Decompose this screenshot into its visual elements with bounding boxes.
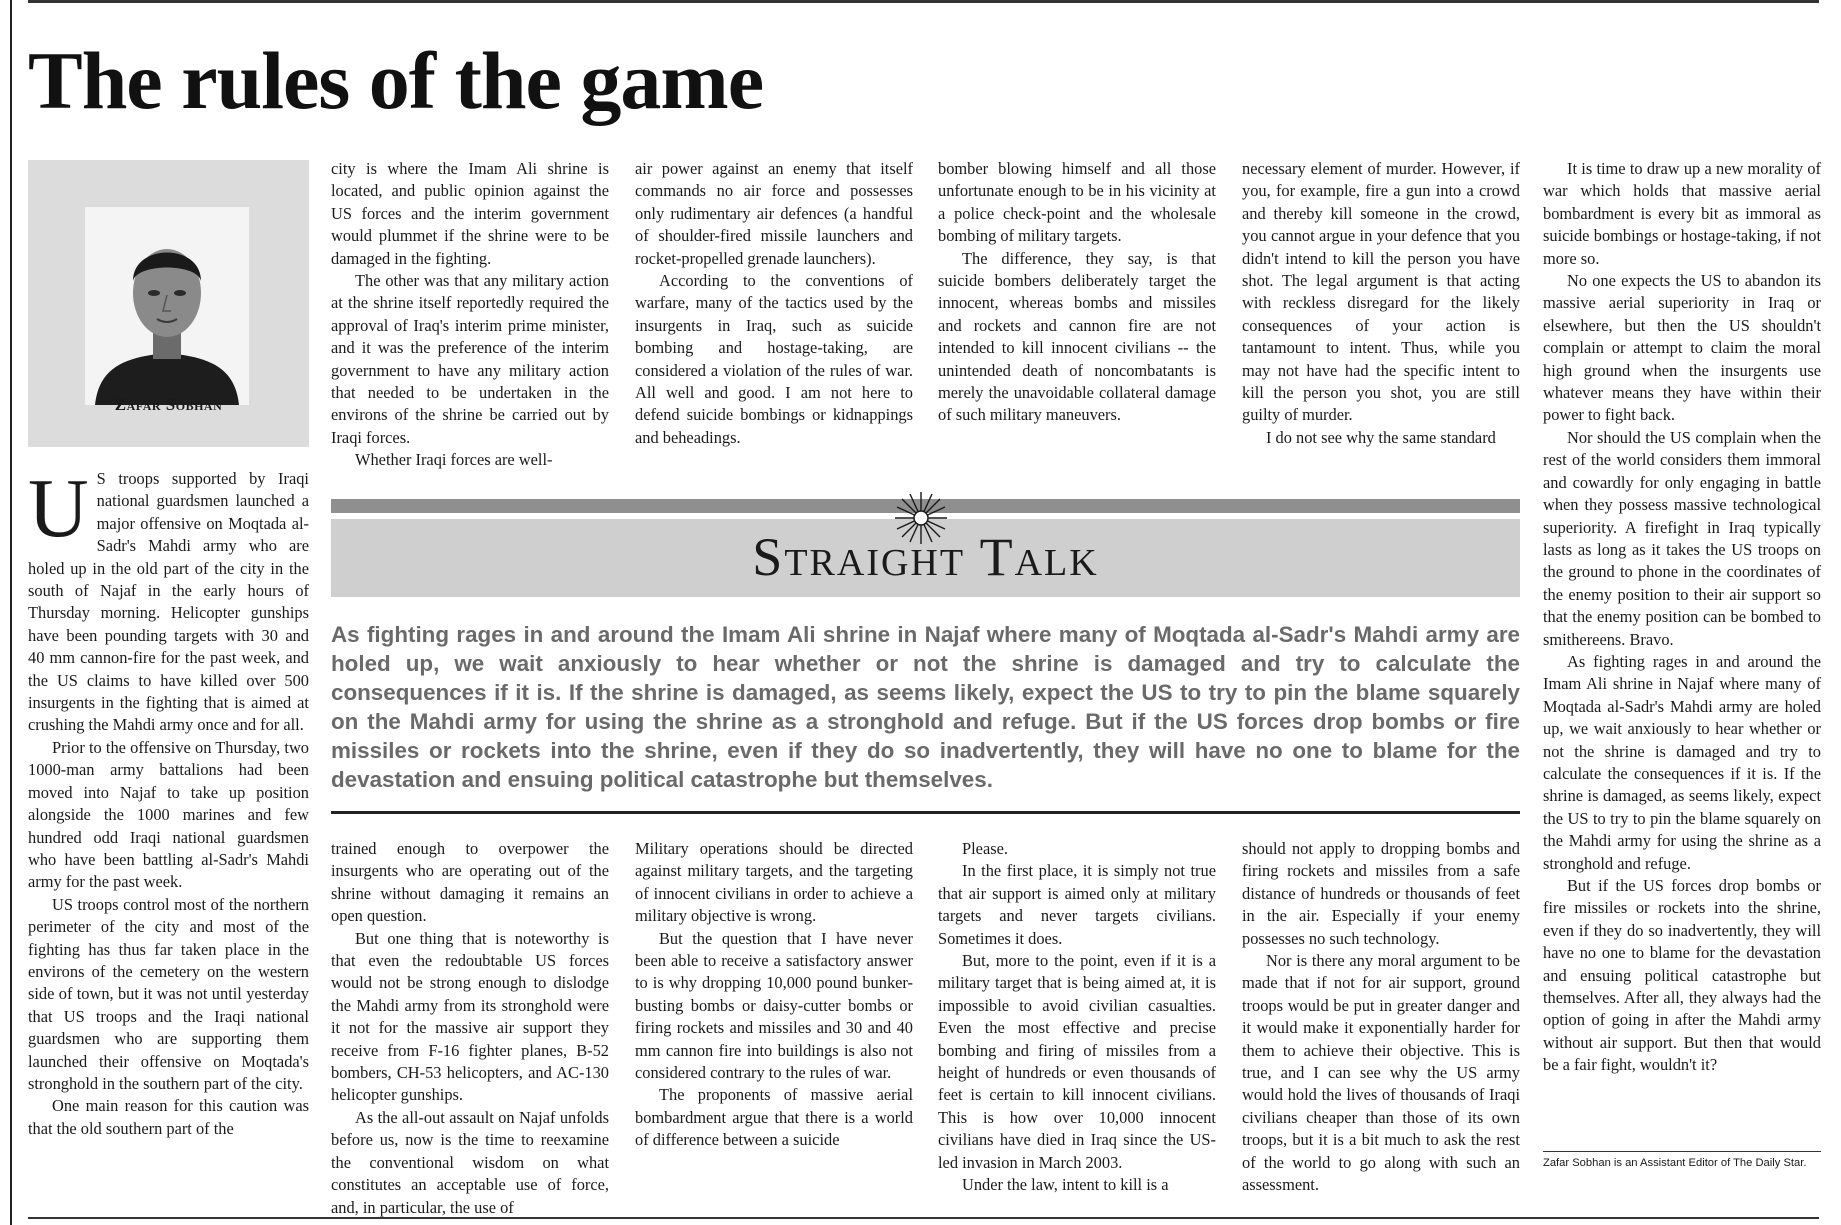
column-4-bottom <box>938 838 1216 1197</box>
deck-rule <box>331 811 1520 814</box>
bottom-rule <box>28 1217 1819 1219</box>
top-rule <box>28 0 1819 3</box>
col1-paragraph-2: Prior to the offensive on Thursday, two 1000-man army battalions had been moved into Najaf to take up position alongside the 1000 marines and few hundred odd Iraqi national guardsmen who have been battling al-Sadr's Mahdi army for the past week. <box>28 737 309 892</box>
col6-paragraph-3: Nor should the US complain when the rest of the world considers them immoral and cowardly for only engaging in battle when they possess massive technological superiority. A firefight in Iraq typically lasts as long as it takes the US troops on the ground to phone in the coordinates of the enemy position to their air support so that the enemy position can be bombed to smithereens. Bravo. <box>1543 427 1821 649</box>
author-photo <box>85 207 249 405</box>
col4-bottom-paragraph-1: Please. <box>962 839 1008 858</box>
author-credit: Zafar Sobhan is an Assistant Editor of The Daily Star. <box>1543 1157 1807 1169</box>
left-rule <box>10 0 12 1225</box>
col5-bottom-paragraph-1: should not apply to dropping bombs and firing rockets and missiles from a safe distance of hundreds or thousands of feet in the air. Especially if your enemy possesses no such technology. <box>1242 839 1520 948</box>
col1-paragraph-4: One main reason for this caution was that the old southern part of the <box>28 1096 309 1138</box>
column-5-bottom <box>1242 838 1520 1197</box>
col5-top-paragraph-1: necessary element of murder. However, if you, for example, fire a gun into a crowd and thereby kill someone in the crowd, you cannot argue in your defence that you didn't intend to kill the person you have shot. The legal argument is that acting with reckless disregard for the likely consequences of your action is tantamount to intent. Thus, while you may not have had the specific intent to kill the person you shot, you are still guilty of murder. <box>1242 159 1520 425</box>
col6-paragraph-1: It is time to draw up a new morality of war which holds that massive aerial bombardment is every bit as immoral as suicide bombings or hostage-taking, if not more so. <box>1543 159 1821 268</box>
col4-top-paragraph-1: bomber blowing himself and all those unfortunate enough to be in his vicinity at a police check-point and the wholesale bombing of military targets. <box>938 159 1216 246</box>
col1-paragraph-1-text: S troops supported by Iraqi national guardsmen launched a major offensive on Moqtada al-Sadr's Mahdi army who are holed up in the old part of the city in the south of Najaf in the early hours of Thursday morning. Helicopter gunships have been pounding targets with 30 and 40 mm cannon-fire for the past week, and the US claims to have killed over 500 insurgents in the fighting that is aimed at crushing the Mahdi army once and for all. <box>28 469 309 735</box>
column-6 <box>1543 158 1821 1077</box>
column-2-bottom <box>331 838 609 1219</box>
col4-bottom-paragraph-3: But, more to the point, even if it is a military target that is being aimed at, it is impossible to avoid civilian casualties. Even the most effective and precise bombing and firing of missiles from a height of hundreds or even thousands of feet is certain to kill innocent civilians. This is how over 10,000 innocent civilians have died in Iraq since the US-led invasion in March 2003. <box>938 951 1216 1172</box>
col1-paragraph-3: US troops control most of the northern perimeter of the city and most of the fighting has thus far taken place in the environs of the cemetery on the western side of town, but it was not until yesterday that US troops and the Iraqi national guardsmen who are supporting them launched their offensive on Moqtada's stronghold in the southern part of the city. <box>28 894 309 1093</box>
pull-quote-deck: As fighting rages in and around the Imam Ali shrine in Najaf where many of Moqtada al-Sadr's Mahdi army are holed up, we wait anxiously to hear whether or not the shrine is damaged and try to calculate the consequences if it is. If the shrine is damaged, as seems likely, expect the US to try to pin the blame squarely on the Mahdi army for using the shrine as a stronghold and refuge. But if the US forces drop bombs or fire missiles or rockets into the shrine, even if they do so inadvertently, they will have no one to blame for the devastation and ensuing political catastrophe but themselves. <box>331 622 1520 792</box>
col2-top-paragraph-1: city is where the Imam Ali shrine is located, and public opinion against the US forces and the interim government would plummet if the shrine were to be damaged in the fighting. <box>331 159 609 268</box>
col4-bottom-paragraph-2: In the first place, it is simply not true that air support is aimed only at military targets and never targets civilians. Sometimes it does. <box>938 861 1216 948</box>
col5-top-paragraph-2: I do not see why the same standard <box>1266 427 1496 447</box>
col3-bottom-paragraph-3: The proponents of massive aerial bombardment argue that there is a world of difference between a suicide <box>635 1085 913 1150</box>
author-portrait-icon <box>85 207 249 405</box>
column-1 <box>28 462 309 1140</box>
column-2-top <box>331 158 609 472</box>
column-3-bottom <box>635 838 913 1152</box>
col2-top-paragraph-2: The other was that any military action at the shrine itself reportedly required the approval of Iraq's interim prime minister, and it was the preference of the interim government to have any military action that needed to be undertaken in the environs of the shrine be carried out by Iraqi forces. <box>331 271 609 447</box>
column-4-top <box>938 158 1216 427</box>
col3-bottom-paragraph-1: Military operations should be directed against military targets, and the targeting of innocent civilians in order to achieve a military objective is wrong. <box>635 839 913 926</box>
byline: Zafar Sobhan <box>114 395 223 414</box>
col6-paragraph-5: But if the US forces drop bombs or fire missiles or rockets into the shrine, even if they do so inadvertently, they will have no one to blame for the devastation and ensuing political catastrophe but themselves. After all, they always had the option of going in after the Mahdi army without air support. But then that would be a fair fight, wouldn't it? <box>1543 876 1821 1075</box>
column-5-top <box>1242 158 1520 449</box>
col4-bottom-paragraph-4: Under the law, intent to kill is a <box>962 1175 1169 1195</box>
col3-top-paragraph-2: According to the conventions of warfare, many of the tactics used by the insurgents in Iraq, such as suicide bombing and hostage-taking, are considered a violation of the rules of war. All well and good. I am not here to defend suicide bombings or kidnappings and beheadings. <box>635 271 913 447</box>
headline: The rules of the game <box>28 35 764 126</box>
col2-top-paragraph-3: Whether Iraqi forces are well- <box>355 450 553 470</box>
column-3-top <box>635 158 913 449</box>
col2-bottom-paragraph-1: trained enough to overpower the insurgents who are operating out of the shrine without damaging it remains an open question. <box>331 839 609 926</box>
col2-bottom-paragraph-3: As the all-out assault on Najaf unfolds before us, now is the time to reexamine the conventional wisdom on what constitutes an acceptable use of force, and, in particular, the use of <box>331 1107 609 1217</box>
drop-cap: U <box>28 462 89 555</box>
col3-bottom-paragraph-2: But the question that I have never been able to receive a satisfactory answer to is why dropping 10,000 pound bunker-busting bombs or daisy-cutter bombs or firing rockets and missiles and 30 and 40 mm cannon fire into buildings is also not considered contrary to the rules of war. <box>635 928 913 1083</box>
col6-paragraph-2: No one expects the US to abandon its massive aerial superiority in Iraq or elsewhere, but then the US shouldn't complain or attempt to claim the moral high ground when the insurgents use whatever means they have within their power to fight back. <box>1543 271 1821 425</box>
section-title: Straight Talk <box>752 527 1099 587</box>
col4-top-paragraph-2: The difference, they say, is that suicide bombers deliberately target the innocent, whereas bombs and missiles and rockets and cannon fire are not intended to kill innocent civilians -- the unintended death of noncombatants is merely the unavoidable collateral damage of such military maneuvers. <box>938 248 1216 425</box>
col2-bottom-paragraph-2: But one thing that is noteworthy is that even the redoubtable US forces would not be strong enough to dislodge the Mahdi army from its stronghold were it not for the massive air support they receive from F-16 fighter planes, B-52 bombers, CH-53 helicopters, and AC-130 helicopter gunships. <box>331 928 609 1105</box>
col1-paragraph-1 <box>28 462 309 737</box>
col6-paragraph-4: As fighting rages in and around the Imam Ali shrine in Najaf where many of Moqtada al-Sadr's Mahdi army are holed up, we wait anxiously to hear whether or not the shrine is damaged and try to calculate the consequences if it is. If the shrine is damaged, as seems likely, expect the US to try to pin the blame squarely on the Mahdi army for using the shrine as a stronghold and refuge. <box>1543 651 1821 873</box>
credit-rule <box>1543 1151 1821 1152</box>
author-box <box>28 160 309 447</box>
col3-top-paragraph-1: air power against an enemy that itself commands no air force and possesses only rudimentary air defences (a handful of shoulder-fired missile launchers and rocket-propelled grenade launchers). <box>635 159 913 268</box>
col5-bottom-paragraph-2: Nor is there any moral argument to be made that if not for air support, ground troops would be put in greater danger and it would make it exponentially harder for them to achieve their objective. This is true, and I can see why the US army would hold the lives of thousands of Iraqi civilians cheaper than those of its own troops, but it is a bit much to ask the rest of the world to go along with such an assessment. <box>1242 951 1520 1195</box>
